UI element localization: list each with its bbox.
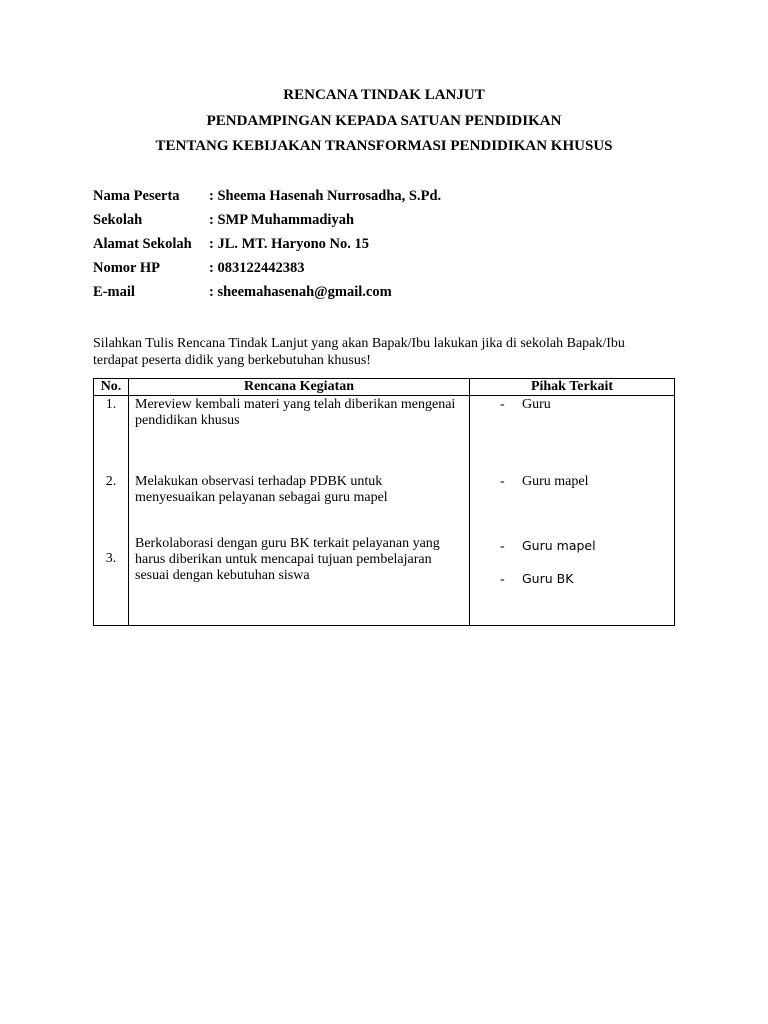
info-row-name	[93, 188, 441, 212]
table-body-row	[94, 396, 675, 626]
party-item	[500, 571, 573, 588]
party-name: Guru mapel	[522, 538, 596, 553]
info-value: : sheemahasenah@gmail.com	[209, 284, 392, 300]
bullet-dash: -	[500, 474, 505, 489]
row-number: 2.	[105, 474, 117, 489]
info-label: Nama Peserta	[93, 188, 180, 204]
info-label: Alamat Sekolah	[93, 236, 192, 252]
party-name: Guru BK	[522, 571, 574, 586]
party-name: Guru	[522, 397, 551, 412]
no-column	[94, 396, 129, 626]
bullet-dash: -	[500, 572, 505, 587]
participant-info	[93, 188, 441, 308]
info-value: : JL. MT. Haryono No. 15	[209, 236, 370, 252]
document-title: RENCANA TINDAK LANJUT	[283, 87, 485, 103]
header-parties: Pihak Terkait	[470, 379, 675, 396]
activity-text: Mereview kembali materi yang telah diberikan mengenai pendidikan khusus	[135, 397, 456, 428]
party-name: Guru mapel	[522, 474, 589, 489]
activity-text: Berkolaborasi dengan guru BK terkait pelayanan yang harus diberikan untuk mencapai tujuan pembelajaran sesuai dengan kebutuhan siswa	[135, 536, 440, 583]
info-row-email	[93, 284, 441, 308]
bullet-dash: -	[500, 397, 505, 412]
info-row-phone	[93, 260, 441, 284]
info-row-address	[93, 236, 441, 260]
row-number: 3.	[105, 551, 117, 566]
instruction-text: Silahkan Tulis Rencana Tindak Lanjut yang akan Bapak/Ibu lakukan jika di sekolah Bapak/Ibu terdapat peserta didik yang berkebutuhan khusus!	[93, 336, 625, 368]
table-header-row	[94, 379, 675, 396]
info-label: E-mail	[93, 284, 135, 300]
row-number: 1.	[105, 397, 117, 412]
header-activity: Rencana Kegiatan	[129, 379, 470, 396]
party-item	[500, 474, 588, 490]
info-value: : Sheema Hasenah Nurrosadha, S.Pd.	[209, 188, 442, 204]
party-item	[500, 538, 596, 555]
info-value: : SMP Muhammadiyah	[209, 212, 355, 228]
activity-column	[129, 396, 470, 626]
parties-column	[470, 396, 675, 626]
activity-text: Melakukan observasi terhadap PDBK untuk menyesuaikan pelayanan sebagai guru mapel	[135, 474, 388, 505]
document-subtitle: PENDAMPINGAN KEPADA SATUAN PENDIDIKAN	[206, 113, 562, 129]
party-item	[500, 397, 551, 413]
plan-table	[93, 378, 675, 626]
info-value: : 083122442383	[209, 260, 305, 276]
bullet-dash: -	[500, 539, 505, 554]
info-label: Nomor HP	[93, 260, 160, 276]
info-row-school	[93, 212, 441, 236]
document-subtitle-2: TENTANG KEBIJAKAN TRANSFORMASI PENDIDIKAN KHUSUS	[155, 138, 613, 154]
header-no: No.	[94, 379, 129, 396]
info-label: Sekolah	[93, 212, 143, 228]
